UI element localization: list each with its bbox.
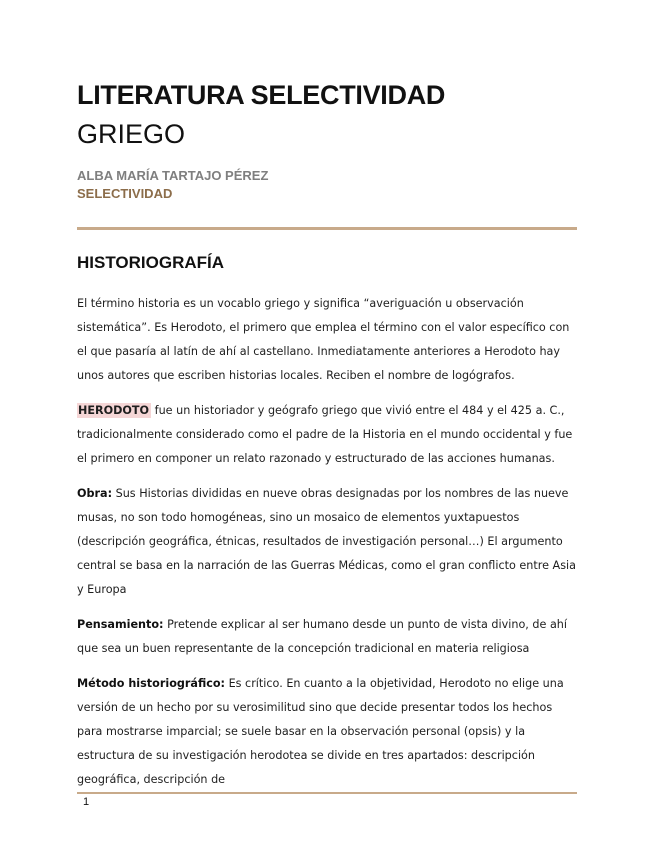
pensamiento-text: Pretende explicar al ser humano desde un punto de vista divino, de ahí que sea un buen representante de la concepción tradicional en materia religiosa xyxy=(77,618,567,655)
metodo-term: Método historiográfico: xyxy=(77,677,226,690)
document-title: LITERATURA SELECTIVIDAD xyxy=(77,80,446,110)
obra-paragraph xyxy=(77,482,577,602)
intro-text: El término historia es un vocablo griego y significa “averiguación u observación sistemática”. Es Herodoto, el primero que emplea el término con el valor específico con el que pasaría al latín de ahí al castellano. Inmediatamente anteriores a Herodoto hay unos autores que escriben historias locales. Reciben el nombre de logógrafos. xyxy=(77,297,570,382)
pensamiento-paragraph xyxy=(77,613,577,661)
document-subtitle: GRIEGO xyxy=(77,119,186,149)
herodoto-highlight: HERODOTO xyxy=(78,404,150,417)
obra-text: Sus Historias divididas en nueve obras designadas por los nombres de las nueve musas, no son todo homogéneas, sino un mosaico de elementos yuxtapuestos (descripción geográfica, étnicas, resultados de investigación personal…) El argumento central se basa en la narración de las Guerras Médicas, como el gran conflicto entre Asia y Europa xyxy=(77,487,576,596)
pensamiento-term: Pensamiento: xyxy=(77,618,164,631)
author-name: ALBA MARÍA TARTAJO PÉREZ xyxy=(77,168,269,183)
herodoto-text: fue un historiador y geógrafo griego que vivió entre el 484 y el 425 a. C., tradicionalmente considerado como el padre de la Historia en el mundo occidental y fue el primero en componer un relato razonado y estructurado de las acciones humanas. xyxy=(77,404,573,465)
intro-paragraph xyxy=(77,292,577,388)
herodoto-paragraph xyxy=(77,399,577,471)
page-number: 1 xyxy=(83,796,90,808)
footer-divider xyxy=(77,792,577,794)
obra-term: Obra: xyxy=(77,487,113,500)
metodo-paragraph xyxy=(77,672,577,792)
section-heading: HISTORIOGRAFÍA xyxy=(77,253,225,272)
metodo-text: Es crítico. En cuanto a la objetividad, Herodoto no elige una versión de un hecho por su verosimilitud sino que decide presentar todos los hechos para mostrarse imparcial; se suele basar en la observación personal (opsis) y la estructura de su investigación herodotea se divide en tres apartados: descripción geográfica, descripción de xyxy=(77,677,564,786)
header-divider xyxy=(77,227,577,230)
course-label: SELECTIVIDAD xyxy=(77,186,173,201)
